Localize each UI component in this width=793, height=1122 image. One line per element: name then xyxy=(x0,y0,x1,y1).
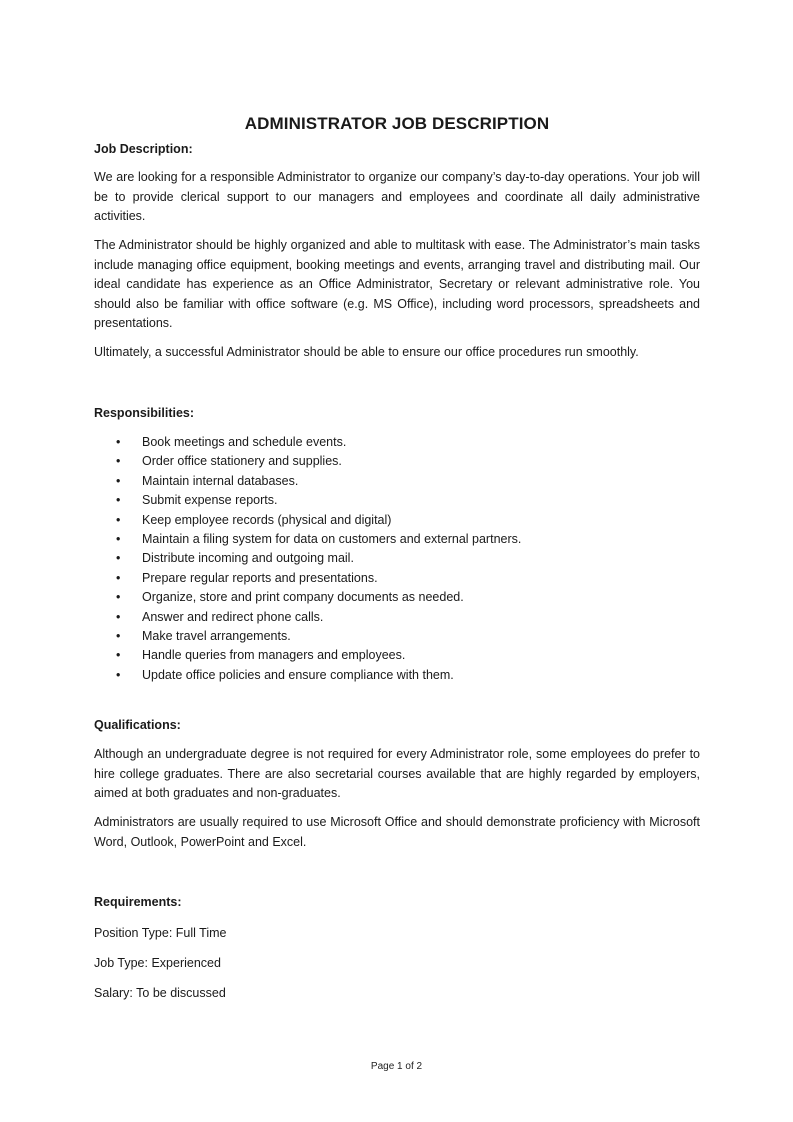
bullet-icon: • xyxy=(116,609,121,624)
qualifications-heading: Qualifications: xyxy=(94,718,181,732)
list-item-text: Order office stationery and supplies. xyxy=(142,454,342,469)
list-item xyxy=(94,627,700,646)
bullet-icon: • xyxy=(116,590,121,605)
qualifications-paragraph-1-wrap xyxy=(94,745,700,804)
responsibilities-list xyxy=(94,433,700,685)
list-item xyxy=(94,472,700,491)
list-item-text: Book meetings and schedule events. xyxy=(142,435,347,449)
responsibilities-list-wrap xyxy=(94,433,700,685)
list-item xyxy=(94,433,700,452)
list-item xyxy=(94,608,700,627)
list-item-text: Answer and redirect phone calls. xyxy=(142,609,324,624)
list-item xyxy=(94,530,700,549)
list-item-text: Keep employee records (physical and digital) xyxy=(142,512,392,527)
job-description-paragraph-2-wrap xyxy=(94,236,700,334)
list-item-text: Organize, store and print company documents as needed. xyxy=(142,590,464,605)
qualifications-paragraph: Although an undergraduate degree is not required for every Administrator role, some employees do prefer to hire college graduates. There are also secretarial courses available that are highly regarded by employers, aimed at both graduates and non-graduates. xyxy=(94,747,700,800)
qualifications-section xyxy=(94,717,700,733)
list-item-text: Make travel arrangements. xyxy=(142,629,291,644)
list-item xyxy=(94,569,700,588)
requirements-heading: Requirements: xyxy=(94,895,182,909)
list-item xyxy=(94,666,700,685)
job-description-paragraph-1-wrap xyxy=(94,168,700,227)
bullet-icon: • xyxy=(116,532,121,547)
bullet-icon: • xyxy=(116,473,121,488)
list-item xyxy=(94,491,700,510)
list-item xyxy=(94,511,700,530)
job-description-paragraph: Ultimately, a successful Administrator should be able to ensure our office procedures run smoothly. xyxy=(94,345,639,359)
bullet-icon: • xyxy=(116,551,121,566)
bullet-icon: • xyxy=(116,648,121,663)
bullet-icon: • xyxy=(116,435,121,449)
job-description-paragraph: We are looking for a responsible Administrator to organize our company’s day-to-day operations. Your job will be to provide clerical support to our managers and employees and coordinate all daily administrative activities. xyxy=(94,170,700,223)
list-item-text: Update office policies and ensure compliance with them. xyxy=(142,667,454,682)
bullet-icon: • xyxy=(116,629,121,644)
list-item xyxy=(94,646,700,665)
bullet-icon: • xyxy=(116,454,121,469)
qualifications-paragraph: Administrators are usually required to use Microsoft Office and should demonstrate proficiency with Microsoft Word, Outlook, PowerPoint and Excel. xyxy=(94,815,700,849)
list-item xyxy=(94,452,700,471)
requirements-section xyxy=(94,894,700,910)
list-item xyxy=(94,549,700,568)
list-item-text: Distribute incoming and outgoing mail. xyxy=(142,551,354,566)
list-item-text: Handle queries from managers and employees. xyxy=(142,648,406,663)
bullet-icon: • xyxy=(116,667,121,682)
requirement-line: Job Type: Experienced xyxy=(94,956,221,970)
page-number: Page 1 of 2 xyxy=(370,1061,423,1072)
page-title: ADMINISTRATOR JOB DESCRIPTION xyxy=(244,114,550,133)
job-description-heading: Job Description: xyxy=(94,142,193,156)
qualifications-paragraph-2-wrap xyxy=(94,813,700,852)
bullet-icon: • xyxy=(116,493,121,508)
list-item-text: Prepare regular reports and presentations. xyxy=(142,570,378,585)
list-item-text: Maintain a filing system for data on customers and external partners. xyxy=(142,532,522,547)
list-item-text: Maintain internal databases. xyxy=(142,473,299,488)
job-description-paragraph-3-wrap xyxy=(94,343,700,363)
bullet-icon: • xyxy=(116,512,121,527)
requirement-line: Salary: To be discussed xyxy=(94,986,226,1000)
bullet-icon: • xyxy=(116,570,121,585)
responsibilities-section xyxy=(94,405,700,421)
responsibilities-heading: Responsibilities: xyxy=(94,406,195,420)
list-item xyxy=(94,588,700,607)
requirement-line: Position Type: Full Time xyxy=(94,926,227,940)
job-description-section xyxy=(94,141,700,157)
job-description-paragraph: The Administrator should be highly organized and able to multitask with ease. The Administrator’s main tasks include managing office equipment, booking meetings and events, arranging travel and distributing mail. Our ideal candidate has experience as an Office Administrator, Secretary or relevant administrative role. You should also be familiar with office software (e.g. MS Office), including word processors, spreadsheets and presentations. xyxy=(94,238,700,330)
list-item-text: Submit expense reports. xyxy=(142,493,278,508)
